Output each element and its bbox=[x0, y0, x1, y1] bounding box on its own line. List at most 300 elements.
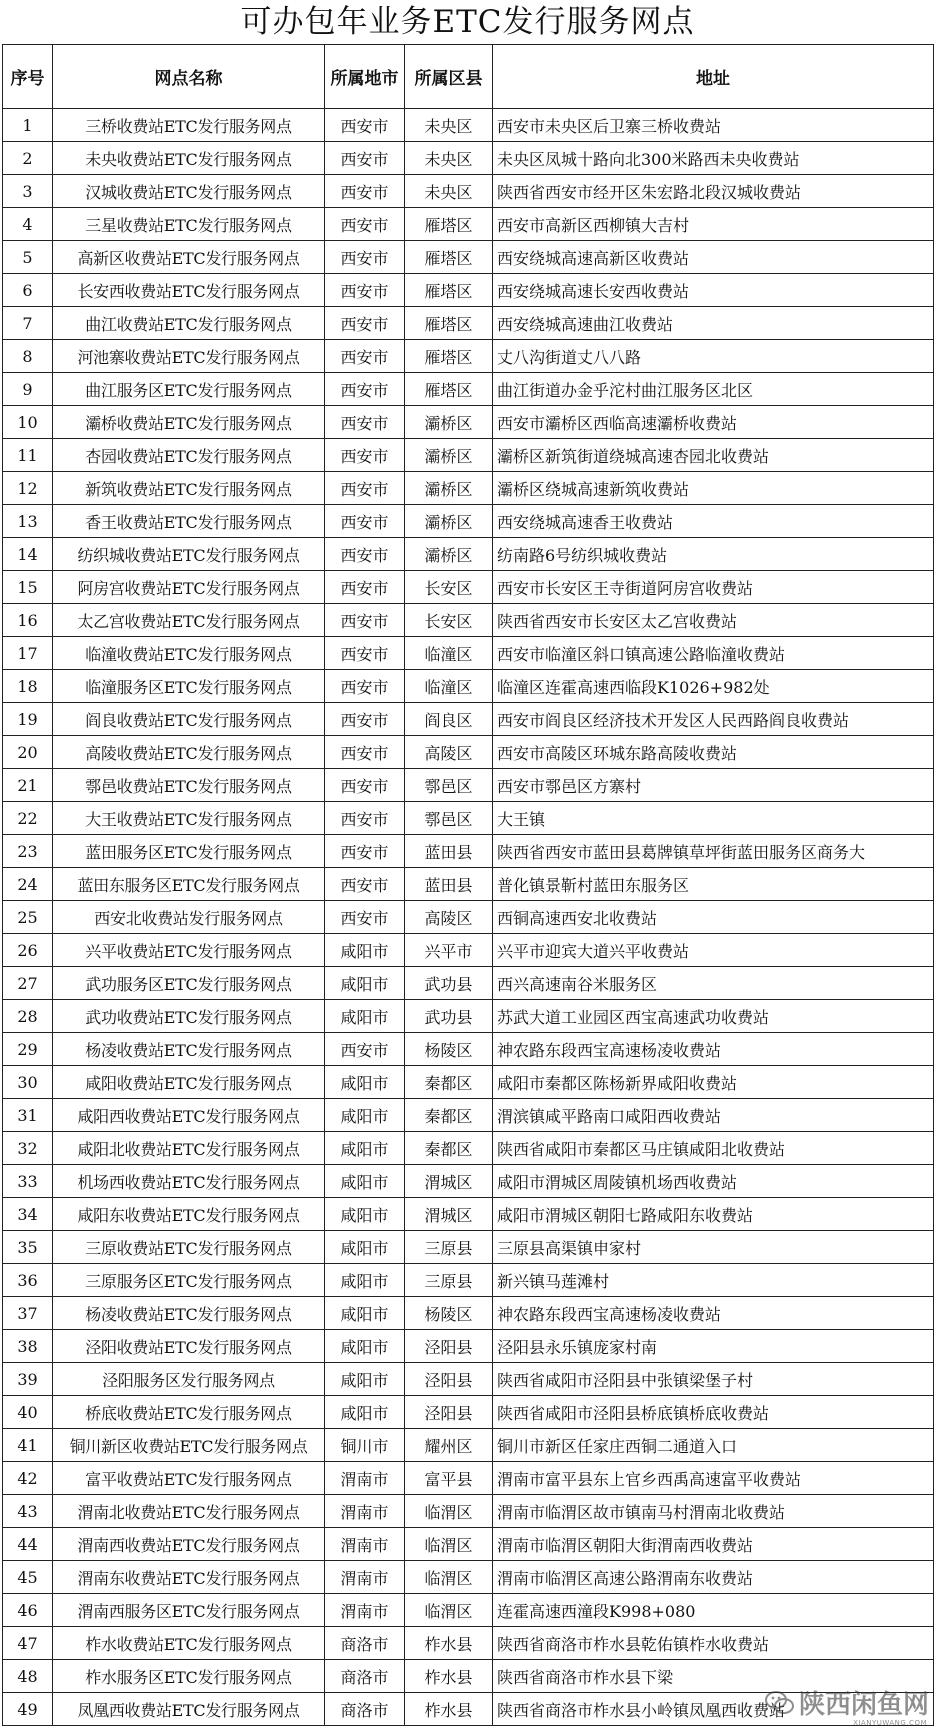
cell-district: 雁塔区 bbox=[405, 307, 493, 340]
cell-index: 13 bbox=[3, 505, 53, 538]
header-city: 所属地市 bbox=[325, 45, 405, 109]
cell-index: 36 bbox=[3, 1264, 53, 1297]
cell-address: 陕西省商洛市柞水县小岭镇凤凰西收费站 bbox=[493, 1693, 934, 1726]
cell-district: 雁塔区 bbox=[405, 274, 493, 307]
cell-address: 西铜高速西安北收费站 bbox=[493, 901, 934, 934]
cell-index: 28 bbox=[3, 1000, 53, 1033]
cell-index: 31 bbox=[3, 1099, 53, 1132]
table-row bbox=[3, 802, 934, 835]
cell-district: 秦都区 bbox=[405, 1066, 493, 1099]
cell-city: 咸阳市 bbox=[325, 1330, 405, 1363]
cell-district: 柞水县 bbox=[405, 1693, 493, 1726]
header-outlet-name: 网点名称 bbox=[53, 45, 325, 109]
cell-outlet-name: 杨凌收费站ETC发行服务网点 bbox=[53, 1033, 325, 1066]
cell-city: 西安市 bbox=[325, 406, 405, 439]
table-row bbox=[3, 604, 934, 637]
cell-outlet-name: 临潼收费站ETC发行服务网点 bbox=[53, 637, 325, 670]
wechat-icon bbox=[765, 1690, 795, 1716]
cell-address: 西安市未央区后卫寨三桥收费站 bbox=[493, 109, 934, 142]
cell-address: 西安市高新区西柳镇大吉村 bbox=[493, 208, 934, 241]
cell-district: 临渭区 bbox=[405, 1594, 493, 1627]
cell-city: 咸阳市 bbox=[325, 1099, 405, 1132]
table-row bbox=[3, 1000, 934, 1033]
cell-address: 临潼区连霍高速西临段K1026+982处 bbox=[493, 670, 934, 703]
cell-district: 柞水县 bbox=[405, 1660, 493, 1693]
cell-address: 咸阳市渭城区朝阳七路咸阳东收费站 bbox=[493, 1198, 934, 1231]
table-row bbox=[3, 1594, 934, 1627]
cell-outlet-name: 凤凰西收费站ETC发行服务网点 bbox=[53, 1693, 325, 1726]
table-row bbox=[3, 670, 934, 703]
cell-district: 泾阳县 bbox=[405, 1330, 493, 1363]
cell-city: 西安市 bbox=[325, 109, 405, 142]
cell-address: 陕西省商洛市柞水县下梁 bbox=[493, 1660, 934, 1693]
cell-index: 6 bbox=[3, 274, 53, 307]
cell-outlet-name: 香王收费站ETC发行服务网点 bbox=[53, 505, 325, 538]
header-address: 地址 bbox=[493, 45, 934, 109]
cell-city: 西安市 bbox=[325, 208, 405, 241]
table-row bbox=[3, 1264, 934, 1297]
cell-city: 渭南市 bbox=[325, 1594, 405, 1627]
table-row bbox=[3, 109, 934, 142]
cell-address: 大王镇 bbox=[493, 802, 934, 835]
table-row bbox=[3, 1132, 934, 1165]
cell-address: 新兴镇马莲滩村 bbox=[493, 1264, 934, 1297]
document-title: 可办包年业务ETC发行服务网点 bbox=[240, 4, 695, 40]
cell-district: 秦都区 bbox=[405, 1132, 493, 1165]
cell-district: 富平县 bbox=[405, 1462, 493, 1495]
cell-district: 灞桥区 bbox=[405, 439, 493, 472]
cell-city: 渭南市 bbox=[325, 1561, 405, 1594]
cell-address: 陕西省商洛市柞水县乾佑镇柞水收费站 bbox=[493, 1627, 934, 1660]
cell-city: 西安市 bbox=[325, 538, 405, 571]
cell-address: 铜川市新区任家庄西铜二通道入口 bbox=[493, 1429, 934, 1462]
cell-outlet-name: 杨凌收费站ETC发行服务网点 bbox=[53, 1297, 325, 1330]
table-row bbox=[3, 1231, 934, 1264]
table-row bbox=[3, 1429, 934, 1462]
cell-index: 38 bbox=[3, 1330, 53, 1363]
cell-index: 22 bbox=[3, 802, 53, 835]
cell-city: 铜川市 bbox=[325, 1429, 405, 1462]
cell-district: 雁塔区 bbox=[405, 208, 493, 241]
cell-district: 灞桥区 bbox=[405, 538, 493, 571]
cell-district: 灞桥区 bbox=[405, 472, 493, 505]
cell-city: 西安市 bbox=[325, 373, 405, 406]
cell-outlet-name: 桥底收费站ETC发行服务网点 bbox=[53, 1396, 325, 1429]
cell-outlet-name: 曲江收费站ETC发行服务网点 bbox=[53, 307, 325, 340]
cell-address: 陕西省咸阳市泾阳县桥底镇桥底收费站 bbox=[493, 1396, 934, 1429]
cell-city: 西安市 bbox=[325, 637, 405, 670]
cell-city: 西安市 bbox=[325, 241, 405, 274]
cell-address: 西安绕城高速曲江收费站 bbox=[493, 307, 934, 340]
cell-address: 连霍高速西潼段K998+080 bbox=[493, 1594, 934, 1627]
cell-city: 咸阳市 bbox=[325, 934, 405, 967]
cell-city: 西安市 bbox=[325, 175, 405, 208]
table-row bbox=[3, 1396, 934, 1429]
cell-index: 17 bbox=[3, 637, 53, 670]
cell-city: 咸阳市 bbox=[325, 1198, 405, 1231]
cell-index: 35 bbox=[3, 1231, 53, 1264]
cell-index: 49 bbox=[3, 1693, 53, 1726]
cell-city: 西安市 bbox=[325, 901, 405, 934]
cell-district: 未央区 bbox=[405, 109, 493, 142]
cell-outlet-name: 渭南东收费站ETC发行服务网点 bbox=[53, 1561, 325, 1594]
cell-index: 29 bbox=[3, 1033, 53, 1066]
cell-outlet-name: 鄠邑收费站ETC发行服务网点 bbox=[53, 769, 325, 802]
table-header-row bbox=[3, 45, 934, 109]
cell-city: 西安市 bbox=[325, 1033, 405, 1066]
cell-city: 咸阳市 bbox=[325, 1264, 405, 1297]
cell-address: 渭南市临渭区朝阳大街渭南西收费站 bbox=[493, 1528, 934, 1561]
cell-address: 神农路东段西宝高速杨凌收费站 bbox=[493, 1297, 934, 1330]
cell-district: 未央区 bbox=[405, 142, 493, 175]
table-row bbox=[3, 142, 934, 175]
cell-address: 西兴高速南谷米服务区 bbox=[493, 967, 934, 1000]
cell-outlet-name: 三原收费站ETC发行服务网点 bbox=[53, 1231, 325, 1264]
cell-outlet-name: 咸阳东收费站ETC发行服务网点 bbox=[53, 1198, 325, 1231]
cell-address: 西安市高陵区环城东路高陵收费站 bbox=[493, 736, 934, 769]
cell-city: 渭南市 bbox=[325, 1462, 405, 1495]
cell-index: 32 bbox=[3, 1132, 53, 1165]
table-row bbox=[3, 439, 934, 472]
cell-district: 杨陵区 bbox=[405, 1033, 493, 1066]
table-row bbox=[3, 703, 934, 736]
cell-index: 21 bbox=[3, 769, 53, 802]
cell-address: 陕西省咸阳市泾阳县中张镇梁堡子村 bbox=[493, 1363, 934, 1396]
table-row bbox=[3, 274, 934, 307]
cell-district: 未央区 bbox=[405, 175, 493, 208]
cell-index: 5 bbox=[3, 241, 53, 274]
cell-index: 46 bbox=[3, 1594, 53, 1627]
table-row bbox=[3, 373, 934, 406]
cell-address: 西安绕城高速香王收费站 bbox=[493, 505, 934, 538]
cell-district: 三原县 bbox=[405, 1231, 493, 1264]
cell-outlet-name: 武功服务区ETC发行服务网点 bbox=[53, 967, 325, 1000]
cell-address: 泾阳县永乐镇庞家村南 bbox=[493, 1330, 934, 1363]
cell-outlet-name: 机场西收费站ETC发行服务网点 bbox=[53, 1165, 325, 1198]
cell-district: 渭城区 bbox=[405, 1165, 493, 1198]
cell-index: 12 bbox=[3, 472, 53, 505]
watermark-url: XIANYUWANG.COM bbox=[853, 1719, 927, 1727]
cell-address: 咸阳市秦都区陈杨新界咸阳收费站 bbox=[493, 1066, 934, 1099]
cell-district: 临潼区 bbox=[405, 637, 493, 670]
table-row bbox=[3, 1198, 934, 1231]
cell-outlet-name: 阿房宫收费站ETC发行服务网点 bbox=[53, 571, 325, 604]
cell-city: 西安市 bbox=[325, 439, 405, 472]
cell-address: 西安市鄠邑区方寨村 bbox=[493, 769, 934, 802]
cell-index: 34 bbox=[3, 1198, 53, 1231]
table-row bbox=[3, 1363, 934, 1396]
cell-address: 陕西省西安市长安区太乙宫收费站 bbox=[493, 604, 934, 637]
cell-address: 西安市长安区王寺街道阿房宫收费站 bbox=[493, 571, 934, 604]
cell-outlet-name: 三星收费站ETC发行服务网点 bbox=[53, 208, 325, 241]
cell-city: 渭南市 bbox=[325, 1495, 405, 1528]
cell-index: 18 bbox=[3, 670, 53, 703]
cell-outlet-name: 富平收费站ETC发行服务网点 bbox=[53, 1462, 325, 1495]
cell-district: 雁塔区 bbox=[405, 241, 493, 274]
cell-city: 咸阳市 bbox=[325, 1297, 405, 1330]
cell-index: 23 bbox=[3, 835, 53, 868]
cell-index: 24 bbox=[3, 868, 53, 901]
table-row bbox=[3, 1462, 934, 1495]
cell-address: 渭南市临渭区故市镇南马村渭南北收费站 bbox=[493, 1495, 934, 1528]
cell-index: 9 bbox=[3, 373, 53, 406]
cell-district: 临渭区 bbox=[405, 1495, 493, 1528]
cell-city: 西安市 bbox=[325, 736, 405, 769]
cell-city: 西安市 bbox=[325, 505, 405, 538]
cell-city: 西安市 bbox=[325, 274, 405, 307]
cell-index: 26 bbox=[3, 934, 53, 967]
cell-outlet-name: 柞水收费站ETC发行服务网点 bbox=[53, 1627, 325, 1660]
cell-address: 西安市临潼区斜口镇高速公路临潼收费站 bbox=[493, 637, 934, 670]
cell-index: 19 bbox=[3, 703, 53, 736]
cell-outlet-name: 泾阳服务区发行服务网点 bbox=[53, 1363, 325, 1396]
cell-outlet-name: 灞桥收费站ETC发行服务网点 bbox=[53, 406, 325, 439]
cell-index: 27 bbox=[3, 967, 53, 1000]
cell-address: 兴平市迎宾大道兴平收费站 bbox=[493, 934, 934, 967]
cell-outlet-name: 蓝田服务区ETC发行服务网点 bbox=[53, 835, 325, 868]
cell-city: 咸阳市 bbox=[325, 1231, 405, 1264]
cell-district: 蓝田县 bbox=[405, 868, 493, 901]
cell-address: 丈八沟街道丈八八路 bbox=[493, 340, 934, 373]
cell-address: 西安市灞桥区西临高速灞桥收费站 bbox=[493, 406, 934, 439]
cell-outlet-name: 兴平收费站ETC发行服务网点 bbox=[53, 934, 325, 967]
watermark bbox=[765, 1684, 929, 1727]
cell-outlet-name: 咸阳西收费站ETC发行服务网点 bbox=[53, 1099, 325, 1132]
table-row bbox=[3, 472, 934, 505]
cell-district: 临渭区 bbox=[405, 1561, 493, 1594]
cell-outlet-name: 渭南北收费站ETC发行服务网点 bbox=[53, 1495, 325, 1528]
etc-outlets-table bbox=[2, 44, 934, 1726]
cell-index: 11 bbox=[3, 439, 53, 472]
cell-address: 咸阳市渭城区周陵镇机场西收费站 bbox=[493, 1165, 934, 1198]
cell-city: 西安市 bbox=[325, 703, 405, 736]
cell-outlet-name: 三桥收费站ETC发行服务网点 bbox=[53, 109, 325, 142]
cell-address: 陕西省西安市蓝田县葛牌镇草坪街蓝田服务区商务大 bbox=[493, 835, 934, 868]
cell-city: 咸阳市 bbox=[325, 1363, 405, 1396]
cell-city: 西安市 bbox=[325, 604, 405, 637]
cell-outlet-name: 西安北收费站发行服务网点 bbox=[53, 901, 325, 934]
cell-outlet-name: 新筑收费站ETC发行服务网点 bbox=[53, 472, 325, 505]
table-row bbox=[3, 769, 934, 802]
cell-district: 阎良区 bbox=[405, 703, 493, 736]
cell-district: 柞水县 bbox=[405, 1627, 493, 1660]
cell-outlet-name: 杏园收费站ETC发行服务网点 bbox=[53, 439, 325, 472]
cell-outlet-name: 渭南西服务区ETC发行服务网点 bbox=[53, 1594, 325, 1627]
table-row bbox=[3, 1297, 934, 1330]
table-body bbox=[3, 109, 934, 1726]
cell-address: 渭南市临渭区高速公路渭南东收费站 bbox=[493, 1561, 934, 1594]
table-row bbox=[3, 505, 934, 538]
cell-address: 普化镇景靳村蓝田东服务区 bbox=[493, 868, 934, 901]
cell-district: 雁塔区 bbox=[405, 373, 493, 406]
cell-outlet-name: 咸阳收费站ETC发行服务网点 bbox=[53, 1066, 325, 1099]
cell-index: 33 bbox=[3, 1165, 53, 1198]
cell-index: 42 bbox=[3, 1462, 53, 1495]
table-row bbox=[3, 736, 934, 769]
cell-district: 长安区 bbox=[405, 571, 493, 604]
cell-index: 3 bbox=[3, 175, 53, 208]
table-row bbox=[3, 934, 934, 967]
cell-index: 43 bbox=[3, 1495, 53, 1528]
cell-district: 鄠邑区 bbox=[405, 769, 493, 802]
watermark-text: 陕西闲鱼网 bbox=[798, 1690, 929, 1720]
cell-city: 咸阳市 bbox=[325, 1066, 405, 1099]
table-row bbox=[3, 967, 934, 1000]
cell-address: 渭南市富平县东上官乡西禹高速富平收费站 bbox=[493, 1462, 934, 1495]
cell-district: 蓝田县 bbox=[405, 835, 493, 868]
cell-district: 高陵区 bbox=[405, 736, 493, 769]
cell-city: 商洛市 bbox=[325, 1693, 405, 1726]
cell-index: 30 bbox=[3, 1066, 53, 1099]
table-row bbox=[3, 1561, 934, 1594]
cell-city: 西安市 bbox=[325, 571, 405, 604]
cell-outlet-name: 柞水服务区ETC发行服务网点 bbox=[53, 1660, 325, 1693]
cell-index: 25 bbox=[3, 901, 53, 934]
cell-district: 泾阳县 bbox=[405, 1363, 493, 1396]
cell-district: 灞桥区 bbox=[405, 505, 493, 538]
table-row bbox=[3, 538, 934, 571]
cell-index: 8 bbox=[3, 340, 53, 373]
cell-outlet-name: 纺织城收费站ETC发行服务网点 bbox=[53, 538, 325, 571]
cell-city: 渭南市 bbox=[325, 1528, 405, 1561]
cell-district: 渭城区 bbox=[405, 1198, 493, 1231]
table-row bbox=[3, 1330, 934, 1363]
cell-outlet-name: 高新区收费站ETC发行服务网点 bbox=[53, 241, 325, 274]
table-row bbox=[3, 901, 934, 934]
cell-outlet-name: 太乙宫收费站ETC发行服务网点 bbox=[53, 604, 325, 637]
cell-district: 武功县 bbox=[405, 1000, 493, 1033]
cell-index: 1 bbox=[3, 109, 53, 142]
cell-address: 西安市阎良区经济技术开发区人民西路阎良收费站 bbox=[493, 703, 934, 736]
cell-index: 16 bbox=[3, 604, 53, 637]
cell-city: 西安市 bbox=[325, 802, 405, 835]
cell-outlet-name: 曲江服务区ETC发行服务网点 bbox=[53, 373, 325, 406]
table-row bbox=[3, 175, 934, 208]
cell-address: 三原县高渠镇申家村 bbox=[493, 1231, 934, 1264]
cell-index: 39 bbox=[3, 1363, 53, 1396]
table-row bbox=[3, 835, 934, 868]
header-district: 所属区县 bbox=[405, 45, 493, 109]
cell-index: 44 bbox=[3, 1528, 53, 1561]
cell-address: 曲江街道办金乎沱村曲江服务区北区 bbox=[493, 373, 934, 406]
cell-district: 耀州区 bbox=[405, 1429, 493, 1462]
cell-outlet-name: 渭南西收费站ETC发行服务网点 bbox=[53, 1528, 325, 1561]
cell-address: 纺南路6号纺织城收费站 bbox=[493, 538, 934, 571]
cell-outlet-name: 未央收费站ETC发行服务网点 bbox=[53, 142, 325, 175]
cell-outlet-name: 咸阳北收费站ETC发行服务网点 bbox=[53, 1132, 325, 1165]
cell-index: 15 bbox=[3, 571, 53, 604]
cell-city: 西安市 bbox=[325, 835, 405, 868]
cell-district: 武功县 bbox=[405, 967, 493, 1000]
cell-index: 40 bbox=[3, 1396, 53, 1429]
cell-index: 2 bbox=[3, 142, 53, 175]
table-row bbox=[3, 1528, 934, 1561]
cell-district: 杨陵区 bbox=[405, 1297, 493, 1330]
cell-index: 10 bbox=[3, 406, 53, 439]
cell-city: 西安市 bbox=[325, 472, 405, 505]
cell-address: 未央区凤城十路向北300米路西未央收费站 bbox=[493, 142, 934, 175]
cell-address: 神农路东段西宝高速杨凌收费站 bbox=[493, 1033, 934, 1066]
table-row bbox=[3, 1033, 934, 1066]
table-row bbox=[3, 868, 934, 901]
cell-outlet-name: 长安西收费站ETC发行服务网点 bbox=[53, 274, 325, 307]
cell-city: 商洛市 bbox=[325, 1660, 405, 1693]
cell-district: 高陵区 bbox=[405, 901, 493, 934]
cell-outlet-name: 铜川新区收费站ETC发行服务网点 bbox=[53, 1429, 325, 1462]
cell-district: 临渭区 bbox=[405, 1528, 493, 1561]
cell-index: 20 bbox=[3, 736, 53, 769]
cell-city: 西安市 bbox=[325, 307, 405, 340]
cell-district: 兴平市 bbox=[405, 934, 493, 967]
cell-district: 三原县 bbox=[405, 1264, 493, 1297]
cell-index: 48 bbox=[3, 1660, 53, 1693]
cell-index: 45 bbox=[3, 1561, 53, 1594]
cell-city: 咸阳市 bbox=[325, 1396, 405, 1429]
cell-city: 西安市 bbox=[325, 769, 405, 802]
cell-city: 咸阳市 bbox=[325, 1132, 405, 1165]
table-row bbox=[3, 571, 934, 604]
cell-district: 雁塔区 bbox=[405, 340, 493, 373]
cell-index: 37 bbox=[3, 1297, 53, 1330]
header-index: 序号 bbox=[3, 45, 53, 109]
cell-district: 长安区 bbox=[405, 604, 493, 637]
cell-address: 陕西省咸阳市秦都区马庄镇咸阳北收费站 bbox=[493, 1132, 934, 1165]
table-row bbox=[3, 1627, 934, 1660]
cell-city: 西安市 bbox=[325, 868, 405, 901]
cell-outlet-name: 泾阳收费站ETC发行服务网点 bbox=[53, 1330, 325, 1363]
cell-outlet-name: 临潼服务区ETC发行服务网点 bbox=[53, 670, 325, 703]
cell-address: 陕西省西安市经开区朱宏路北段汉城收费站 bbox=[493, 175, 934, 208]
cell-city: 商洛市 bbox=[325, 1627, 405, 1660]
cell-city: 西安市 bbox=[325, 142, 405, 175]
cell-district: 灞桥区 bbox=[405, 406, 493, 439]
cell-outlet-name: 阎良收费站ETC发行服务网点 bbox=[53, 703, 325, 736]
cell-outlet-name: 蓝田东服务区ETC发行服务网点 bbox=[53, 868, 325, 901]
cell-index: 4 bbox=[3, 208, 53, 241]
cell-index: 14 bbox=[3, 538, 53, 571]
cell-address: 西安绕城高速高新区收费站 bbox=[493, 241, 934, 274]
table-row bbox=[3, 1099, 934, 1132]
table-row bbox=[3, 241, 934, 274]
table-row bbox=[3, 1165, 934, 1198]
cell-address: 渭滨镇咸平路南口咸阳西收费站 bbox=[493, 1099, 934, 1132]
cell-outlet-name: 高陵收费站ETC发行服务网点 bbox=[53, 736, 325, 769]
cell-outlet-name: 汉城收费站ETC发行服务网点 bbox=[53, 175, 325, 208]
cell-city: 咸阳市 bbox=[325, 1000, 405, 1033]
cell-district: 鄠邑区 bbox=[405, 802, 493, 835]
cell-outlet-name: 大王收费站ETC发行服务网点 bbox=[53, 802, 325, 835]
table-row bbox=[3, 307, 934, 340]
cell-index: 41 bbox=[3, 1429, 53, 1462]
cell-address: 灞桥区新筑街道绕城高速杏园北收费站 bbox=[493, 439, 934, 472]
cell-district: 临潼区 bbox=[405, 670, 493, 703]
cell-outlet-name: 三原服务区ETC发行服务网点 bbox=[53, 1264, 325, 1297]
cell-district: 秦都区 bbox=[405, 1099, 493, 1132]
cell-outlet-name: 河池寨收费站ETC发行服务网点 bbox=[53, 340, 325, 373]
table-row bbox=[3, 1066, 934, 1099]
table-row bbox=[3, 406, 934, 439]
cell-index: 47 bbox=[3, 1627, 53, 1660]
cell-address: 苏武大道工业园区西宝高速武功收费站 bbox=[493, 1000, 934, 1033]
cell-city: 咸阳市 bbox=[325, 967, 405, 1000]
table-row bbox=[3, 637, 934, 670]
cell-address: 灞桥区绕城高速新筑收费站 bbox=[493, 472, 934, 505]
cell-district: 泾阳县 bbox=[405, 1396, 493, 1429]
cell-outlet-name: 武功收费站ETC发行服务网点 bbox=[53, 1000, 325, 1033]
cell-city: 西安市 bbox=[325, 670, 405, 703]
table-row bbox=[3, 208, 934, 241]
table-row bbox=[3, 340, 934, 373]
